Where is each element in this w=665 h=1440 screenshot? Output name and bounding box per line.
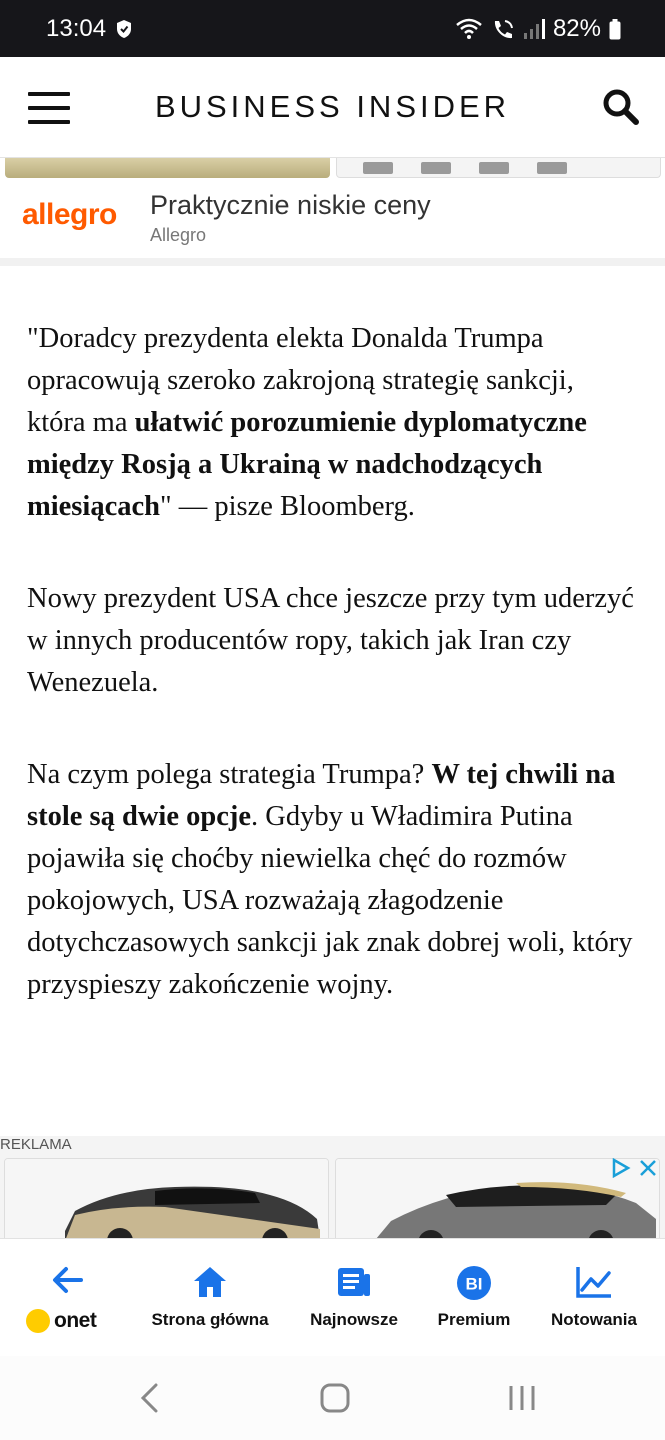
onet-label: onet [54, 1309, 97, 1332]
shield-icon [116, 19, 132, 39]
battery-icon [609, 18, 621, 40]
article-paragraph-1 [27, 318, 637, 528]
p1-run-2: " — pisze Bloomberg. [159, 491, 415, 522]
back-arrow-icon [51, 1265, 83, 1300]
nav-onet-back[interactable] [0, 1239, 134, 1357]
p1-run-1: ułatwić porozumienie dyplomatyczne między Rosją a Ukrainą w nadchodzących miesiącach [27, 407, 587, 522]
ad-advertiser: Allegro [150, 225, 207, 245]
system-home-icon[interactable] [319, 1382, 351, 1419]
ad-image-strip[interactable] [0, 158, 665, 180]
nav-premium[interactable] [418, 1239, 530, 1357]
article-body [27, 318, 637, 1006]
nav-latest[interactable] [294, 1239, 414, 1357]
status-bar [0, 0, 665, 57]
search-icon[interactable] [601, 87, 641, 132]
menu-icon[interactable] [28, 92, 70, 124]
ad-image-right[interactable] [336, 158, 661, 178]
nav-home-label: Strona główna [151, 1310, 269, 1329]
bottom-navigation [0, 1238, 665, 1357]
wifi-icon [455, 18, 483, 40]
nav-latest-label: Najnowsze [310, 1310, 398, 1329]
status-time: 13:04 [46, 14, 107, 42]
app-header [0, 57, 665, 158]
onet-dot [26, 1309, 50, 1333]
ad-title[interactable]: Praktycznie niskie ceny [150, 190, 431, 220]
ad-label: REKLAMA [0, 1136, 72, 1153]
article-paragraph-2: Nowy prezydent USA chce jeszcze przy tym uderzyć w innych producentów ropy, takich jak Iran czy Wenezuela. [27, 583, 634, 698]
nav-premium-label: Premium [437, 1310, 511, 1329]
ad-bottom[interactable] [0, 1136, 665, 1238]
wifi-call-icon [491, 18, 515, 40]
p3-run-1: W tej chwili na stole są dwie opcje [27, 759, 616, 832]
allegro-logo: allegro [22, 198, 117, 231]
premium-badge-text: BI [465, 1274, 483, 1294]
battery-percent: 82% [552, 14, 601, 42]
close-ad-icon[interactable] [639, 1159, 657, 1182]
system-back-icon[interactable] [138, 1382, 160, 1419]
allegro-ad[interactable] [0, 180, 665, 258]
article-paragraph-3 [27, 754, 637, 1006]
onet-logo [26, 1309, 96, 1333]
ad-car-image-left[interactable] [4, 1158, 329, 1238]
site-logo[interactable]: BUSINESS INSIDER [154, 89, 511, 124]
p3-run-2: . Gdyby u Władimira Putina pojawiła się choćby niewielka chęć do rozmów pokojowych, USA rozważają złagodzenie dotychczasowych sankcji jak znak dobrej woli, który przyspieszy zakończenie wojny. [27, 801, 633, 1000]
nav-home[interactable] [140, 1239, 280, 1357]
p1-run-0: "Doradcy prezydenta elekta Donalda Trumpa opracowują szeroko zakrojoną strategię sankcji, która ma [27, 323, 574, 438]
chart-line-icon [575, 1265, 613, 1304]
system-recents-icon[interactable] [506, 1382, 538, 1419]
p3-run-0: Na czym polega strategia Trumpa? [27, 759, 432, 790]
nav-quotes-label: Notowania [551, 1310, 637, 1329]
newspaper-icon [336, 1265, 372, 1304]
home-icon [192, 1265, 228, 1304]
system-navigation-bar [0, 1356, 665, 1440]
bi-premium-icon [456, 1265, 492, 1306]
nav-quotes[interactable] [538, 1239, 650, 1357]
ad-image-left[interactable] [5, 158, 330, 178]
signal-icon [523, 18, 545, 40]
adchoices-icon[interactable] [611, 1158, 631, 1183]
divider [0, 258, 665, 266]
